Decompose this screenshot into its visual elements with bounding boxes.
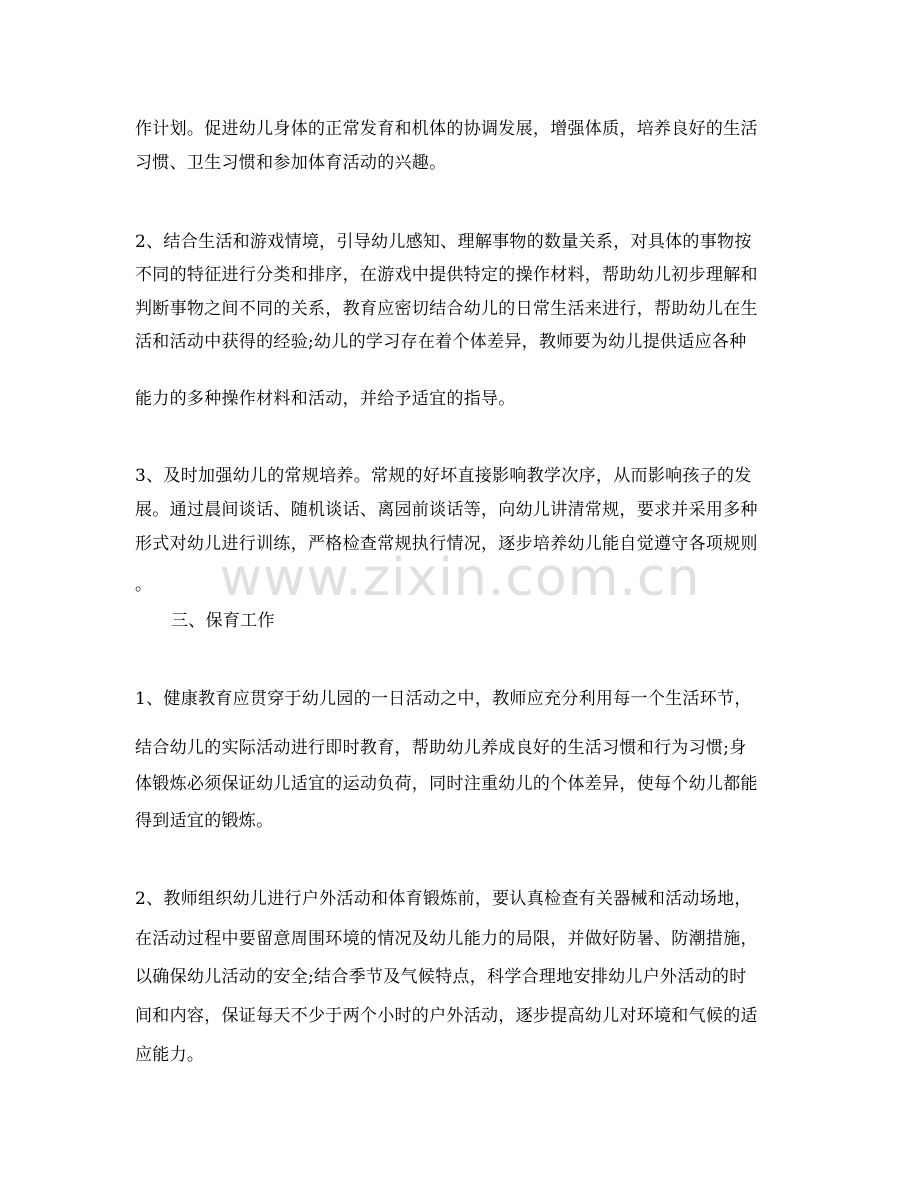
- text-line: 间和内容，保证每天不少于两个小时的户外活动，逐步提高幼儿对环境和气候的适: [135, 1006, 758, 1026]
- text-line: 体锻炼必须保证幼儿适宜的运动负荷，同时注重幼儿的个体差异，使每个幼儿都能: [135, 774, 758, 794]
- text-line: 以确保幼儿活动的安全;结合季节及气候特点，科学合理地安排幼儿户外活动的时: [135, 967, 747, 987]
- section-heading: 三、保育工作: [171, 611, 275, 631]
- text-line: 3、及时加强幼儿的常规培养。常规的好坏直接影响教学次序，从而影响孩子的发: [135, 466, 752, 486]
- text-line: 结合幼儿的实际活动进行即时教育，帮助幼儿养成良好的生活习惯和行为习惯;身: [135, 738, 747, 758]
- text-line: 不同的特征进行分类和排序，在游戏中提供特定的操作材料，帮助幼儿初步理解和: [135, 265, 758, 285]
- text-line: 得到适宜的锻炼。: [135, 811, 274, 831]
- text-line: 1、健康教育应贯穿于幼儿园的一日活动之中，教师应充分利用每一个生活环节，: [135, 689, 752, 709]
- text-line: 形式对幼儿进行训练，严格检查常规执行情况，逐步培养幼儿能自觉遵守各项规则: [135, 534, 758, 554]
- text-line: 。: [135, 575, 153, 595]
- text-line: 2、结合生活和游戏情境，引导幼儿感知、理解事物的数量关系，对具体的事物按: [135, 232, 752, 252]
- text-line: 展。通过晨间谈话、随机谈话、离园前谈话等，向幼儿讲清常规，要求并采用多种: [135, 500, 758, 520]
- text-line: 作计划。促进幼儿身体的正常发育和机体的协调发展，增强体质，培养良好的生活: [135, 119, 758, 139]
- text-line: 习惯、卫生习惯和参加体育活动的兴趣。: [135, 153, 447, 173]
- text-line: 应能力。: [135, 1045, 205, 1065]
- text-line: 活和活动中获得的经验;幼儿的学习存在着个体差异，教师要为幼儿提供适应各种: [135, 332, 747, 352]
- text-line: 能力的多种操作材料和活动，并给予适宜的指导。: [135, 389, 516, 409]
- watermark: www.zixin.com.cn: [219, 548, 701, 608]
- text-line: 判断事物之间不同的关系，教育应密切结合幼儿的日常生活来进行，帮助幼儿在生: [135, 299, 758, 319]
- text-line: 在活动过程中要留意周围环境的情况及幼儿能力的局限，并做好防暑、防潮措施，: [135, 929, 758, 949]
- text-line: 2、教师组织幼儿进行户外活动和体育锻炼前，要认真检查有关器械和活动场地，: [135, 889, 752, 909]
